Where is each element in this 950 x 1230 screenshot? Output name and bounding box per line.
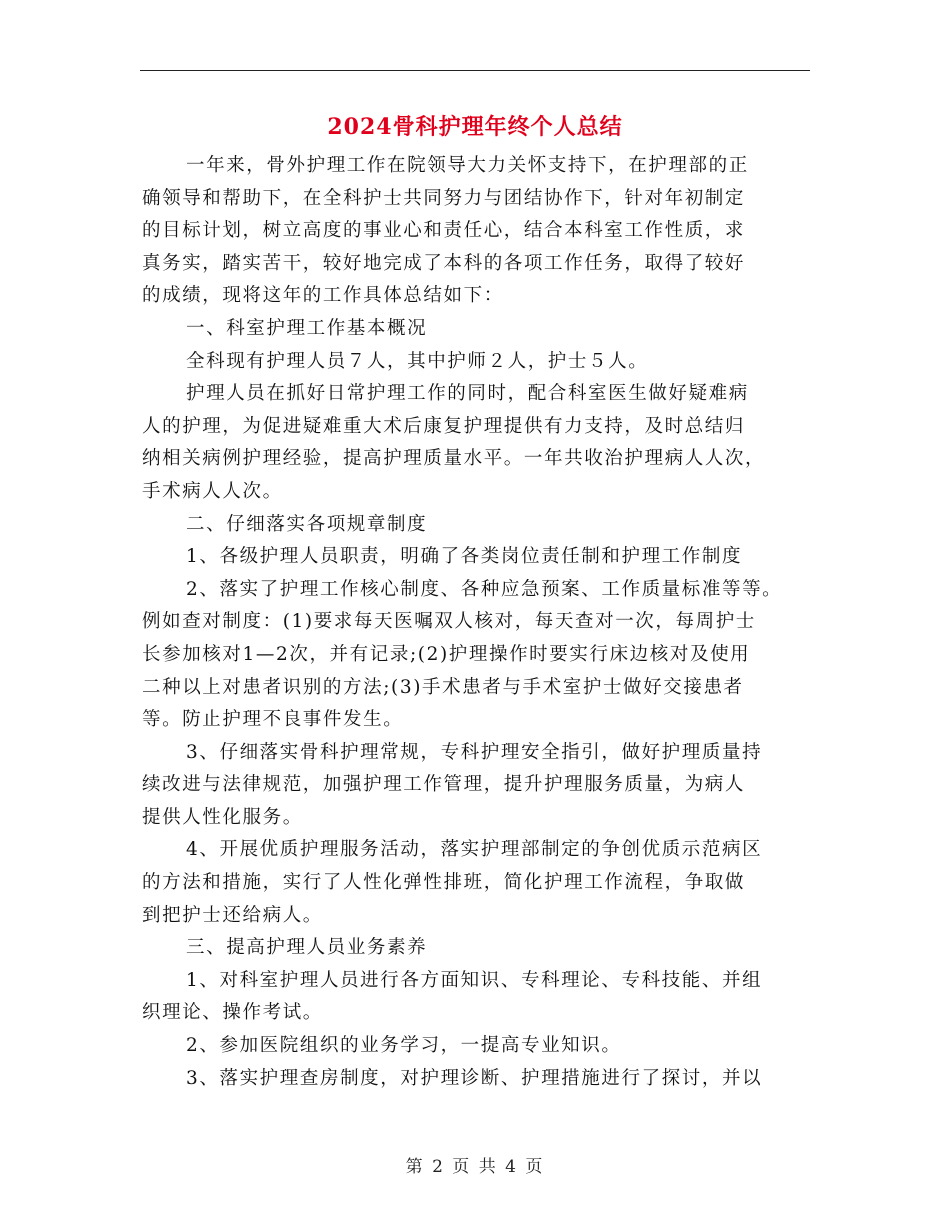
body-line: 一、科室护理工作基本概况 [186,317,428,339]
body-line: 续改进与法律规范，加强护理工作管理，提升护理服务质量，为病人 [142,774,746,796]
body-line: 1、各级护理人员职责，明确了各类岗位责任制和护理工作制度 [186,546,743,568]
body-line: 1、对科室护理人员进行各方面知识、专科理论、专科技能、并组 [186,969,763,991]
body-line: 手术病人人次。 [142,480,283,502]
header-rule [140,70,810,71]
body-line: 3、落实护理查房制度，对护理诊断、护理措施进行了探讨，并以 [186,1067,763,1089]
body-line: 确领导和帮助下，在全科护士共同努力与团结协作下，针对年初制定 [142,187,746,209]
body-line: 的成绩，现将这年的工作具体总结如下： [142,285,504,307]
body-line: 护理人员在抓好日常护理工作的同时，配合科室医生做好疑难病 [186,383,749,405]
document-title: 2024骨科护理年终个人总结 [327,114,623,140]
body-line: 2、参加医院组织的业务学习，一提高专业知识。 [186,1035,622,1057]
body-line: 2、落实了护理工作核心制度、各种应急预案、工作质量标准等等。 [186,578,783,600]
body-line: 的目标计划，树立高度的事业心和责任心，结合本科室工作性质，求 [142,220,746,242]
body-line: 长参加核对1—2次，并有记录;(2)护理操作时要实行床边核对及使用 [142,643,751,665]
body-line: 三、提高护理人员业务素养 [186,937,428,959]
body-line: 例如查对制度：(1)要求每天医嘱双人核对，每天查对一次，每周护士 [142,611,756,633]
body-line: 二种以上对患者识别的方法;(3)手术患者与手术室护士做好交接患者 [142,676,744,698]
body-line: 一年来，骨外护理工作在院领导大力关怀支持下，在护理部的正 [186,155,749,176]
body-line: 提供人性化服务。 [142,806,303,828]
body-line: 纳相关病例护理经验，提高护理质量水平。一年共收治护理病人人次， [142,448,766,470]
body-line: 二、仔细落实各项规章制度 [186,513,428,535]
body-line: 人的护理，为促进疑难重大术后康复护理提供有力支持，及时总结归 [142,415,746,437]
body-line: 真务实，踏实苦干，较好地完成了本科的各项工作任务，取得了较好 [142,252,746,274]
body-line: 织理论、操作考试。 [142,1002,323,1024]
body-line: 的方法和措施，实行了人性化弹性排班，简化护理工作流程，争取做 [142,872,746,894]
body-line: 等。防止护理不良事件发生。 [142,709,404,731]
body-line: 3、仔细落实骨科护理常规，专科护理安全指引，做好护理质量持 [186,741,763,763]
page-number-footer: 第 2 页 共 4 页 [405,1157,545,1177]
document-body [142,150,822,1095]
body-line: 全科现有护理人员７人，其中护师２人，护士５人。 [186,350,649,372]
body-line: 4、开展优质护理服务活动，落实护理部制定的争创优质示范病区 [186,839,763,861]
body-line: 到把护士还给病人。 [142,904,323,926]
